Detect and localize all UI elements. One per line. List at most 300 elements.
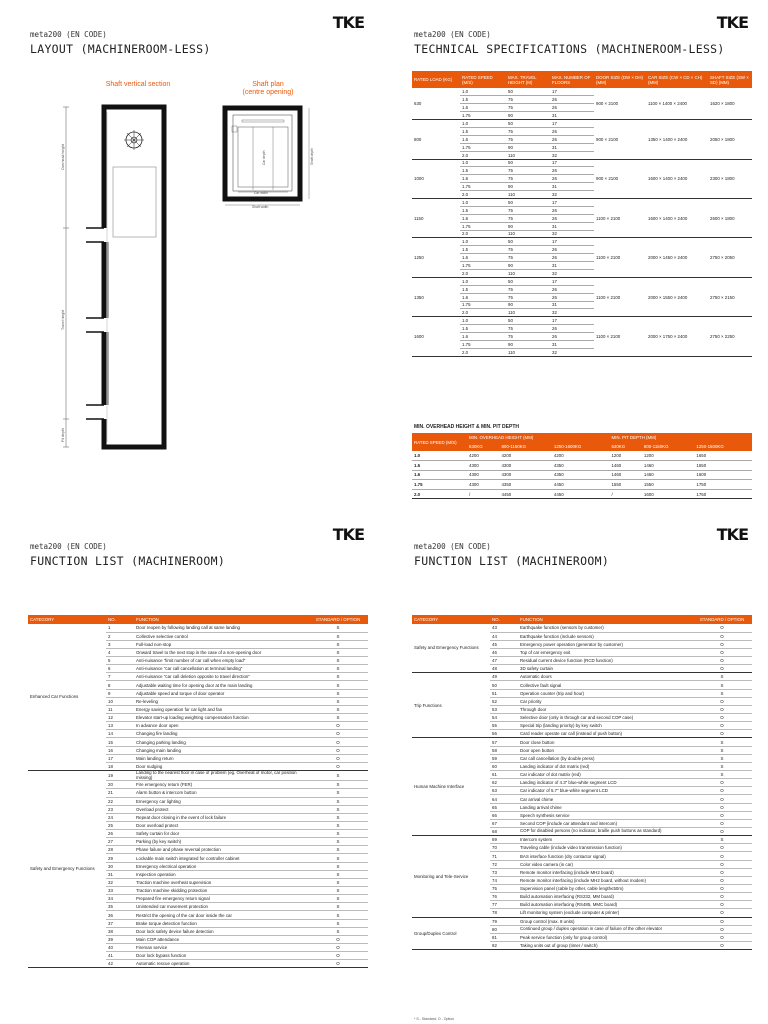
- category-cell: Safety and Emergency Functions: [28, 771, 106, 968]
- function-std: S: [692, 681, 752, 689]
- function-no: 66: [490, 811, 518, 819]
- pit-cell: /: [609, 489, 641, 499]
- door-size-cell: 1100 × 2100: [594, 317, 646, 356]
- function-std: O: [692, 828, 752, 836]
- pit-cell: 1.6: [412, 470, 467, 480]
- pit-cell: 1.5: [412, 461, 467, 471]
- pit-cell: 1550: [642, 480, 694, 490]
- door-size-cell: 1100 × 2100: [594, 238, 646, 277]
- door-size-cell: 1100 × 2100: [594, 277, 646, 316]
- function-header: FUNCTION: [518, 615, 692, 624]
- travel-dim: Travel height: [61, 309, 65, 330]
- function-std: O: [308, 944, 368, 952]
- function-std: S: [308, 887, 368, 895]
- spec-cell: 2.0: [460, 309, 506, 317]
- plan-label-1: Shaft plan: [252, 81, 284, 88]
- function-std: O: [692, 844, 752, 852]
- function-name: Door lock bypass function: [134, 952, 308, 960]
- function-no: 6: [106, 665, 134, 673]
- spec-header: RATED LOAD (KG): [412, 71, 460, 88]
- function-name: Continued group / duplex operation in case of failure of the other elevator: [518, 925, 692, 933]
- function-no: 63: [490, 787, 518, 795]
- function-no: 57: [490, 738, 518, 746]
- pit-row: [412, 480, 752, 490]
- spec-cell: 1.0: [460, 120, 506, 128]
- function-row: [412, 836, 752, 844]
- spec-cell: 1.5: [460, 96, 506, 104]
- function-row: [412, 917, 752, 925]
- spec-cell: 17: [550, 277, 594, 285]
- layout-panel: [0, 0, 384, 512]
- function-name: Car priority: [518, 697, 692, 705]
- pit-cell: 4200: [552, 451, 610, 461]
- function-std: S: [308, 624, 368, 632]
- function-std: S: [308, 919, 368, 927]
- function-name: Anti-nuisance "car call cancellation at terminal landing": [134, 665, 308, 673]
- rated-load-cell: 1350: [412, 277, 460, 316]
- spec-cell: 26: [550, 206, 594, 214]
- door-size-cell: 900 × 2100: [594, 120, 646, 159]
- spec-cell: 75: [506, 325, 550, 333]
- function-name: Lockable main switch integrated for controller cabinet: [134, 854, 308, 862]
- pit-row: [412, 461, 752, 471]
- function-name: Peak service function (only for group control): [518, 933, 692, 941]
- function-name: Changing parking landing: [134, 738, 308, 746]
- function-std: S: [308, 797, 368, 805]
- function-name: Car indicator of dot matrix (red): [518, 771, 692, 779]
- spec-cell: 110: [506, 230, 550, 238]
- function-header: STANDARD / OPTION: [308, 615, 368, 624]
- spec-cell: 17: [550, 238, 594, 246]
- function-no: 14: [106, 730, 134, 738]
- function-std: S: [308, 813, 368, 821]
- spec-row: [412, 277, 752, 285]
- spec-cell: 31: [550, 183, 594, 191]
- car-size-cell: 1350 × 1400 × 2400: [646, 120, 708, 159]
- plan-label-2: (centre opening): [242, 89, 294, 96]
- spec-cell: 1.0: [460, 238, 506, 246]
- spec-cell: 90: [506, 222, 550, 230]
- function-no: 22: [106, 797, 134, 805]
- rated-load-cell: 1000: [412, 159, 460, 198]
- function-std: S: [308, 781, 368, 789]
- function-std: S: [692, 673, 752, 681]
- tke-logo: TKE: [716, 13, 748, 32]
- pit-cell: 1750: [694, 489, 752, 499]
- spec-cell: 1.75: [460, 112, 506, 120]
- spec-cell: 26: [550, 167, 594, 175]
- function-std: O: [692, 632, 752, 640]
- spec-cell: 50: [506, 159, 550, 167]
- spec-cell: 1.75: [460, 301, 506, 309]
- function-name: Intercom system: [518, 836, 692, 844]
- function-std: S: [308, 771, 368, 781]
- door-size-cell: 900 × 2100: [594, 159, 646, 198]
- function-no: 74: [490, 876, 518, 884]
- product-code: meta200 (EN CODE): [30, 542, 107, 551]
- function-no: 30: [106, 862, 134, 870]
- function-std: S: [308, 789, 368, 797]
- function-name: Supervision panel (cable by other, cable length≤50m): [518, 885, 692, 893]
- pit-cell: 1550: [609, 480, 641, 490]
- spec-cell: 32: [550, 269, 594, 277]
- function-no: 67: [490, 819, 518, 827]
- pit-subheader: 800-1150KG: [642, 442, 694, 451]
- function-name: Door close button: [518, 738, 692, 746]
- function-no: 17: [106, 754, 134, 762]
- function-no: 61: [490, 771, 518, 779]
- spec-cell: 31: [550, 222, 594, 230]
- function-name: Anti-nuisance "car call deletion opposite to travel direction": [134, 673, 308, 681]
- car-size-cell: 1600 × 1400 × 2400: [646, 159, 708, 198]
- function-no: 53: [490, 705, 518, 713]
- spec-cell: 50: [506, 120, 550, 128]
- function-std: O: [692, 933, 752, 941]
- category-cell: Monitoring and Tele-Service: [412, 836, 490, 917]
- shaft-size-cell: 2050 × 1800: [708, 120, 752, 159]
- function-table: [412, 615, 752, 950]
- pit-cell: 1600: [642, 489, 694, 499]
- function-std: S: [308, 830, 368, 838]
- pit-cell: 4300: [467, 480, 499, 490]
- function-no: 43: [490, 624, 518, 632]
- category-cell: Group/Duplex Control: [412, 917, 490, 950]
- function-std: S: [308, 657, 368, 665]
- function-std: S: [308, 878, 368, 886]
- function-std: O: [692, 657, 752, 665]
- pit-table: [412, 433, 752, 499]
- spec-cell: 2.0: [460, 191, 506, 199]
- function-name: Landing arrival chime: [518, 803, 692, 811]
- function-name: Remote monitor interfacing (include MH2 board, without modem): [518, 876, 692, 884]
- spec-cell: 90: [506, 341, 550, 349]
- pit-cell: 4200: [499, 451, 551, 461]
- function-no: 19: [106, 771, 134, 781]
- spec-cell: 1.75: [460, 183, 506, 191]
- spec-cell: 50: [506, 317, 550, 325]
- spec-cell: 1.75: [460, 341, 506, 349]
- function-name: Emergency power operation (generator by customer): [518, 640, 692, 648]
- rated-load-cell: 1150: [412, 198, 460, 237]
- function-name: Car call cancellation (by double press): [518, 754, 692, 762]
- function-name: Landing indicator of dot matrix (red): [518, 762, 692, 770]
- function-std: S: [308, 821, 368, 829]
- function-no: 33: [106, 887, 134, 895]
- pit-head-speed: RATED SPEED (M/S): [412, 433, 467, 451]
- car-size-cell: 2000 × 1750 × 2400: [646, 317, 708, 356]
- function-header-row: [412, 615, 752, 624]
- function-std: O: [308, 762, 368, 770]
- function-no: 71: [490, 852, 518, 860]
- function-no: 24: [106, 813, 134, 821]
- function-row: [412, 673, 752, 681]
- function-list-panel-1: [0, 512, 384, 1024]
- pit-cell: 4350: [499, 480, 551, 490]
- spec-cell: 75: [506, 167, 550, 175]
- page-title: LAYOUT (MACHINEROOM-LESS): [30, 42, 211, 56]
- function-std: O: [692, 714, 752, 722]
- function-no: 59: [490, 754, 518, 762]
- pit-cell: 1460: [609, 470, 641, 480]
- spec-header: MAX. TRAVEL HEIGHT (M): [506, 71, 550, 88]
- spec-cell: 26: [550, 214, 594, 222]
- function-name: Changing main landing: [134, 746, 308, 754]
- function-no: 23: [106, 805, 134, 813]
- function-no: 47: [490, 657, 518, 665]
- rated-load-cell: 800: [412, 120, 460, 159]
- spec-header: MAX. NUMBER OF FLOORS: [550, 71, 594, 88]
- spec-cell: 26: [550, 325, 594, 333]
- shaft-width-dim: Shaft width: [252, 205, 269, 209]
- function-no: 15: [106, 738, 134, 746]
- pit-cell: 4350: [552, 461, 610, 471]
- function-std: S: [692, 762, 752, 770]
- function-std: O: [692, 811, 752, 819]
- function-name: Anti-nuisance "limit number of car call when empty load": [134, 657, 308, 665]
- shaft-size-cell: 2600 × 1800: [708, 198, 752, 237]
- pit-cell: 4300: [499, 461, 551, 471]
- spec-cell: 110: [506, 191, 550, 199]
- spec-cell: 75: [506, 127, 550, 135]
- function-name: Safety curtain for door: [134, 830, 308, 838]
- spec-cell: 75: [506, 175, 550, 183]
- function-name: Energy saving operation for car light and fan: [134, 705, 308, 713]
- function-no: 48: [490, 665, 518, 673]
- function-std: O: [692, 648, 752, 656]
- function-no: 4: [106, 648, 134, 656]
- function-header: CATEGORY: [412, 615, 490, 624]
- spec-cell: 1.6: [460, 175, 506, 183]
- function-name: Landing to the nearest floor in case of problem (eg. Overheat of motor, car position missing): [134, 771, 308, 781]
- spec-cell: 26: [550, 175, 594, 183]
- function-name: 3D safety curtain: [518, 665, 692, 673]
- spec-header: SHAFT SIZE (SW × SD) (MM): [708, 71, 752, 88]
- page-title: TECHNICAL SPECIFICATIONS (MACHINEROOM-LESS): [414, 42, 725, 56]
- function-no: 75: [490, 885, 518, 893]
- function-std: S: [308, 895, 368, 903]
- spec-cell: 90: [506, 112, 550, 120]
- function-name: Car indicator of 5.7" blue-white segment LCD: [518, 787, 692, 795]
- pit-cell: 1460: [642, 461, 694, 471]
- function-std: O: [692, 722, 752, 730]
- function-std: O: [692, 819, 752, 827]
- pit-head-pit: MIN. PIT DEPTH (MM): [609, 433, 752, 442]
- function-no: 27: [106, 838, 134, 846]
- pit-cell: 4450: [499, 489, 551, 499]
- function-no: 9: [106, 689, 134, 697]
- spec-cell: 75: [506, 96, 550, 104]
- spec-cell: 1.0: [460, 159, 506, 167]
- spec-cell: 50: [506, 198, 550, 206]
- function-std: O: [692, 893, 752, 901]
- spec-cell: 1.75: [460, 222, 506, 230]
- category-cell: Safety and Emergency Functions: [412, 624, 490, 673]
- spec-cell: 110: [506, 348, 550, 356]
- function-std: O: [692, 697, 752, 705]
- function-std: S: [308, 838, 368, 846]
- spec-cell: 26: [550, 285, 594, 293]
- function-name: Automatic doors: [518, 673, 692, 681]
- function-name: Fire emergency return (FER): [134, 781, 308, 789]
- function-name: Earthquake function (include sensors): [518, 632, 692, 640]
- function-no: 56: [490, 730, 518, 738]
- pit-cell: 1200: [609, 451, 641, 461]
- pit-cell: 1460: [609, 461, 641, 471]
- function-std: O: [692, 925, 752, 933]
- function-name: Alarm button & intercom button: [134, 789, 308, 797]
- function-name: Through door: [518, 705, 692, 713]
- function-std: O: [308, 935, 368, 943]
- pit-cell: 1650: [694, 451, 752, 461]
- function-name: Color video camera (in car): [518, 860, 692, 868]
- function-list-panel-2: [384, 512, 768, 1024]
- function-no: 45: [490, 640, 518, 648]
- function-std: O: [692, 941, 752, 949]
- function-std: O: [692, 852, 752, 860]
- spec-row: [412, 317, 752, 325]
- function-name: Group control (max. 8 units): [518, 917, 692, 925]
- spec-cell: 90: [506, 301, 550, 309]
- function-no: 40: [106, 944, 134, 952]
- function-name: Automatic rescue operation: [134, 960, 308, 968]
- function-header-row: [28, 615, 368, 624]
- tech-spec-panel: [384, 0, 768, 512]
- function-std: O: [308, 722, 368, 730]
- function-std: O: [308, 730, 368, 738]
- spec-cell: 50: [506, 277, 550, 285]
- function-no: 51: [490, 689, 518, 697]
- spec-cell: 50: [506, 88, 550, 96]
- function-no: 2: [106, 632, 134, 640]
- spec-header: RATED SPEED (M/S): [460, 71, 506, 88]
- function-std: O: [692, 876, 752, 884]
- function-no: 81: [490, 933, 518, 941]
- function-std: O: [692, 795, 752, 803]
- spec-cell: 1.6: [460, 214, 506, 222]
- function-no: 69: [490, 836, 518, 844]
- function-name: Phase failure and phase reversal protection: [134, 846, 308, 854]
- function-name: In advance door open: [134, 722, 308, 730]
- function-name: Unintended car movement protection: [134, 903, 308, 911]
- spec-cell: 2.0: [460, 348, 506, 356]
- function-no: 68: [490, 828, 518, 836]
- function-name: BAS interface function (dry contactor signal): [518, 852, 692, 860]
- pit-cell: 1.0: [412, 451, 467, 461]
- pit-cell: 1200: [642, 451, 694, 461]
- function-row: [412, 624, 752, 632]
- spec-cell: 75: [506, 254, 550, 262]
- pit-cell: 1460: [642, 470, 694, 480]
- shaft-size-cell: 1620 × 1800: [708, 88, 752, 120]
- function-row: [412, 738, 752, 746]
- page-title: FUNCTION LIST (MACHINEROOM): [30, 554, 226, 568]
- function-no: 55: [490, 722, 518, 730]
- function-std: O: [308, 738, 368, 746]
- function-name: Speech synthesis service: [518, 811, 692, 819]
- footnote: * S - Standard, O - Option: [414, 1017, 455, 1021]
- door-size-cell: 900 × 2100: [594, 88, 646, 120]
- spec-cell: 75: [506, 104, 550, 112]
- spec-cell: 1.0: [460, 88, 506, 96]
- pit-cell: 4300: [499, 470, 551, 480]
- pit-cell: 1650: [694, 461, 752, 471]
- function-std: S: [692, 771, 752, 779]
- car-size-cell: 1600 × 1400 × 2400: [646, 198, 708, 237]
- spec-cell: 1.5: [460, 325, 506, 333]
- spec-row: [412, 238, 752, 246]
- function-std: S: [308, 705, 368, 713]
- function-header: NO.: [106, 615, 134, 624]
- function-std: S: [308, 846, 368, 854]
- pit-subheader: 800-1150KG: [499, 442, 551, 451]
- function-name: Full-load non-stop: [134, 640, 308, 648]
- function-name: Earthquake function (sensors by customer): [518, 624, 692, 632]
- spec-cell: 32: [550, 309, 594, 317]
- function-name: Main landing return: [134, 754, 308, 762]
- pit-cell: 4350: [552, 470, 610, 480]
- function-name: Card reader operate car call (instead of push button): [518, 730, 692, 738]
- spec-cell: 1.75: [460, 143, 506, 151]
- function-name: COP for disabled persons (no indicator, braille push buttons as standard): [518, 828, 692, 836]
- function-no: 58: [490, 746, 518, 754]
- function-no: 3: [106, 640, 134, 648]
- shaft-drawing: [0, 0, 384, 512]
- rated-load-cell: 1250: [412, 238, 460, 277]
- spec-row: [412, 198, 752, 206]
- category-cell: Human Machine Interface: [412, 738, 490, 836]
- function-name: Build automation interfacing (RS232, MM board): [518, 893, 692, 901]
- spec-cell: 1.5: [460, 127, 506, 135]
- function-std: S: [692, 836, 752, 844]
- car-width-dim: Car width: [254, 191, 268, 195]
- spec-cell: 1.5: [460, 206, 506, 214]
- function-row: [28, 771, 368, 781]
- pit-cell: 4450: [552, 480, 610, 490]
- function-no: 65: [490, 803, 518, 811]
- function-header: NO.: [490, 615, 518, 624]
- function-no: 52: [490, 697, 518, 705]
- function-std: S: [308, 673, 368, 681]
- spec-cell: 90: [506, 262, 550, 270]
- function-name: Second COP (include car attendant and intercom): [518, 819, 692, 827]
- function-name: Residual current device function (RCD function): [518, 657, 692, 665]
- function-std: O: [692, 901, 752, 909]
- function-name: Adjustable speed and torque of door operator: [134, 689, 308, 697]
- spec-cell: 1.6: [460, 135, 506, 143]
- function-no: 44: [490, 632, 518, 640]
- function-name: Top of car emergency exit: [518, 648, 692, 656]
- spec-cell: 110: [506, 309, 550, 317]
- spec-cell: 26: [550, 135, 594, 143]
- function-std: S: [308, 927, 368, 935]
- function-std: O: [692, 779, 752, 787]
- function-name: Prepared fire emergency return signal: [134, 895, 308, 903]
- function-no: 10: [106, 697, 134, 705]
- spec-cell: 75: [506, 293, 550, 301]
- function-std: S: [308, 862, 368, 870]
- spec-cell: 75: [506, 214, 550, 222]
- pit-cell: 1750: [694, 480, 752, 490]
- spec-cell: 17: [550, 317, 594, 325]
- function-std: O: [692, 860, 752, 868]
- function-name: Selective door (only in through car and second COP case): [518, 714, 692, 722]
- pit-row: [412, 470, 752, 480]
- function-std: O: [692, 730, 752, 738]
- spec-cell: 110: [506, 269, 550, 277]
- spec-cell: 1.5: [460, 167, 506, 175]
- spec-cell: 90: [506, 143, 550, 151]
- pit-cell: 4300: [467, 461, 499, 471]
